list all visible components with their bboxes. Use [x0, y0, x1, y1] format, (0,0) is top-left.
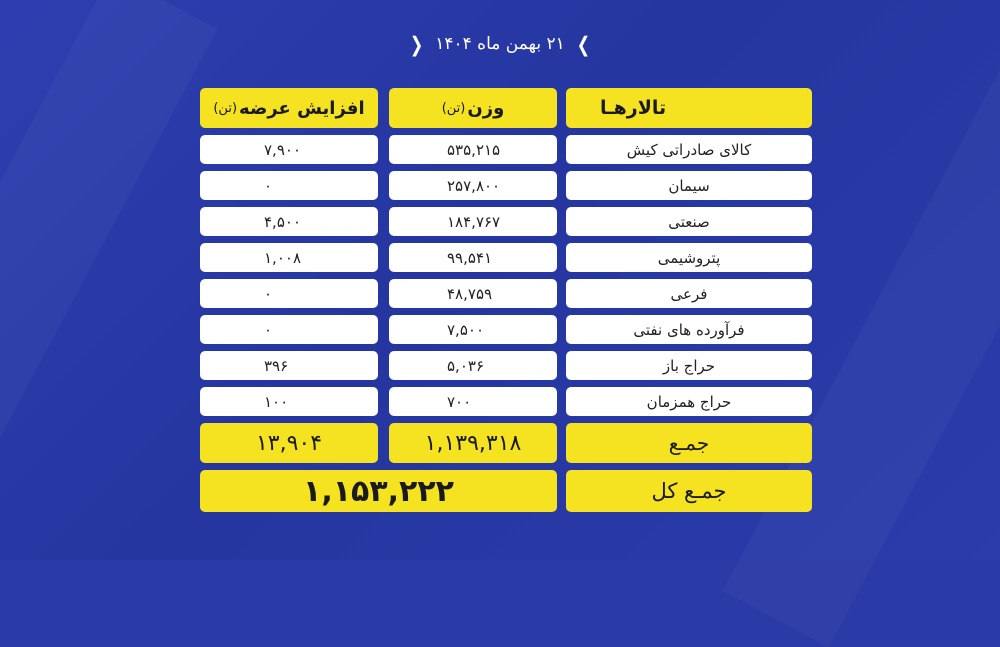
- table-header-row: [200, 88, 812, 128]
- total-row: [200, 470, 812, 512]
- row-hall: حراج همزمان: [566, 387, 812, 416]
- row-weight: ۲۵۷,۸۰۰: [389, 171, 557, 200]
- row-increase: ۰: [200, 279, 378, 308]
- row-weight: ۷,۵۰۰: [389, 315, 557, 344]
- date-text: ۲۱ بهمن ماه ۱۴۰۴: [435, 34, 565, 54]
- header-weight-label: وزن: [467, 97, 505, 119]
- row-increase: ۱۰۰: [200, 387, 378, 416]
- total-label: جمـع کل: [566, 470, 812, 512]
- row-weight: ۷۰۰: [389, 387, 557, 416]
- row-hall: حراج باز: [566, 351, 812, 380]
- table-row: [200, 135, 812, 164]
- header-weight: [389, 88, 557, 128]
- table-row: [200, 171, 812, 200]
- row-increase: ۴,۵۰۰: [200, 207, 378, 236]
- row-hall: کالای صادراتی کیش: [566, 135, 812, 164]
- row-hall: صنعتی: [566, 207, 812, 236]
- date-row: [0, 31, 1000, 57]
- header-increase-unit: (تن): [213, 100, 238, 116]
- row-weight: ۵,۰۳۶: [389, 351, 557, 380]
- row-increase: ۰: [200, 171, 378, 200]
- table-row: [200, 315, 812, 344]
- header-increase: [200, 88, 378, 128]
- chevron-left-icon: ❮: [409, 31, 424, 57]
- header-halls: تالارهـا: [566, 88, 812, 128]
- row-weight: ۵۳۵,۲۱۵: [389, 135, 557, 164]
- table-row: [200, 207, 812, 236]
- header-increase-label: افزایش عرضه: [239, 97, 365, 119]
- table-row: [200, 243, 812, 272]
- total-value: ۱,۱۵۳,۲۲۲: [200, 470, 557, 512]
- sum-label: جمـع: [566, 423, 812, 463]
- sum-row: [200, 423, 812, 463]
- halls-table: [200, 88, 812, 519]
- row-hall: سیمان: [566, 171, 812, 200]
- page-title-cropped: [260, 0, 750, 18]
- chevron-right-icon: ❯: [576, 31, 591, 57]
- row-hall: پتروشیمی: [566, 243, 812, 272]
- row-increase: ۰: [200, 315, 378, 344]
- row-weight: ۴۸,۷۵۹: [389, 279, 557, 308]
- row-weight: ۹۹,۵۴۱: [389, 243, 557, 272]
- table-row: [200, 279, 812, 308]
- table-row: [200, 351, 812, 380]
- row-hall: فرعی: [566, 279, 812, 308]
- row-increase: ۳۹۶: [200, 351, 378, 380]
- row-increase: ۷,۹۰۰: [200, 135, 378, 164]
- row-hall: فرآورده های نفتی: [566, 315, 812, 344]
- row-weight: ۱۸۴,۷۶۷: [389, 207, 557, 236]
- sum-weight: ۱,۱۳۹,۳۱۸: [389, 423, 557, 463]
- sum-increase: ۱۳,۹۰۴: [200, 423, 378, 463]
- table-row: [200, 387, 812, 416]
- row-increase: ۱,۰۰۸: [200, 243, 378, 272]
- header-weight-unit: (تن): [441, 100, 466, 116]
